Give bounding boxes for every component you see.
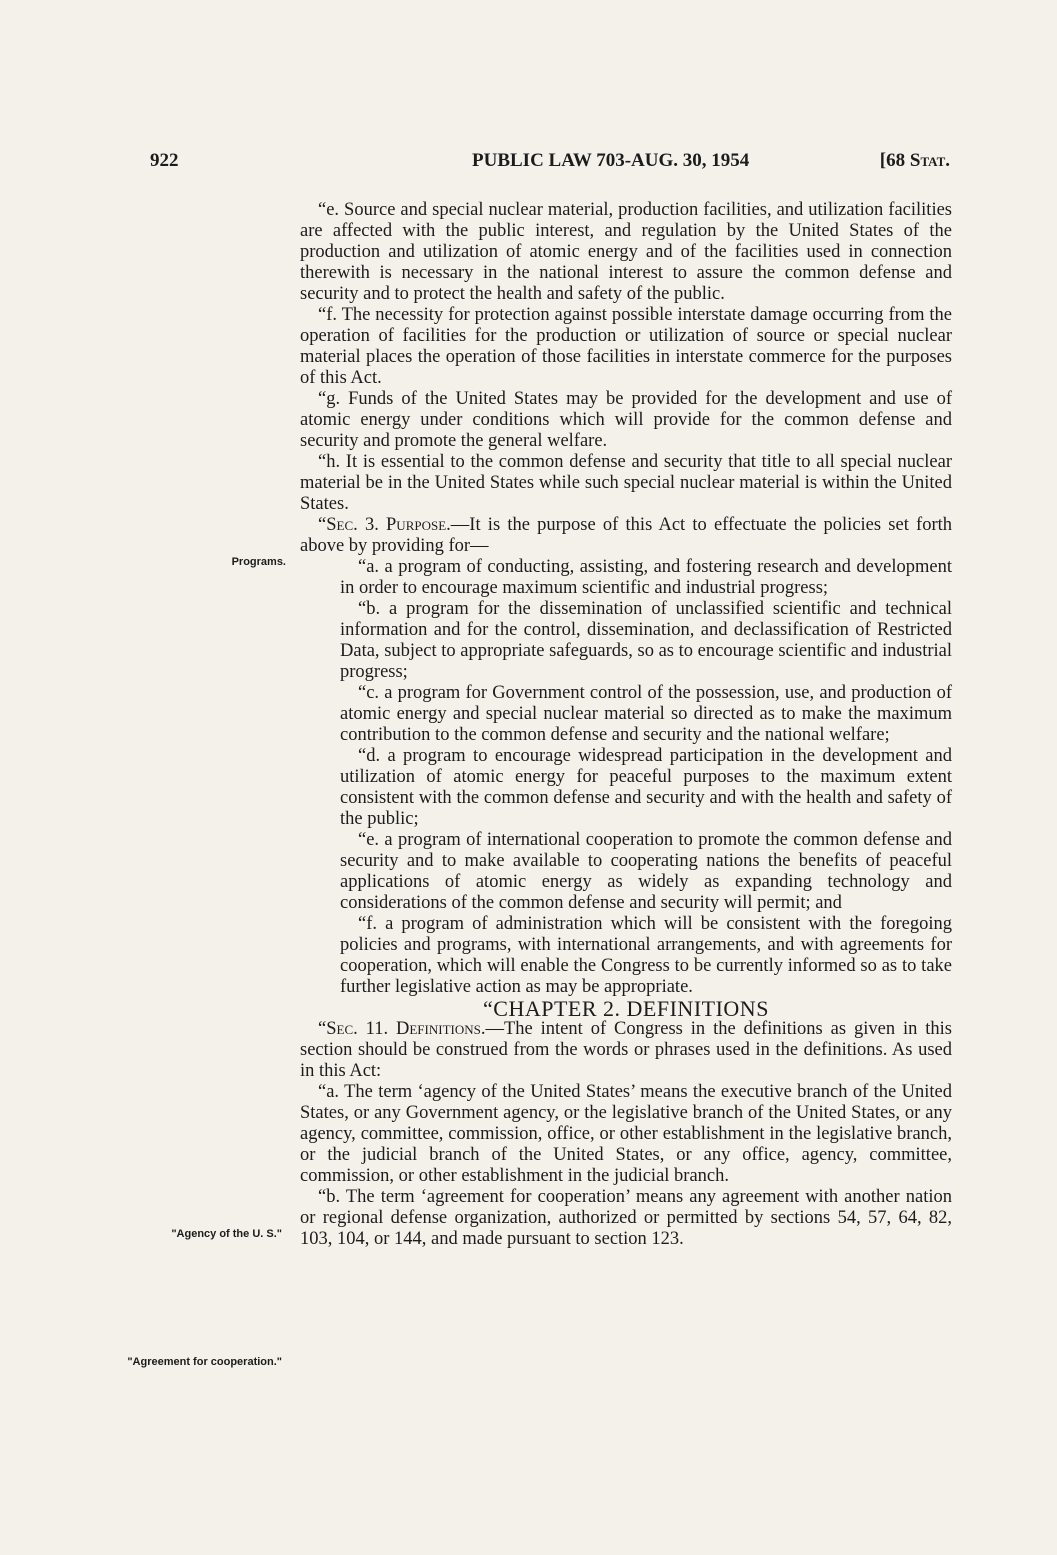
program-b: “b. a program for the dissemination of unclassified scientific and technical information and for the control, dissemination, and declassification of Restricted Data, subject to appropriate safeguards, so as to encourage scientific and industrial progress; [340,599,952,682]
section-3-text: —It is the purpose of this Act to effectuate the policies set forth above by providing for— [300,515,953,556]
program-e: “e. a program of international cooperation to promote the common defense and security and to make available to cooperating nations the benefits of peaceful applications of atomic energy as widely as expanding technology and considerations of the common defense and security will permit; and [340,830,952,913]
page-number: 922 [150,150,179,171]
section-11 [300,1019,952,1082]
definition-b: “b. The term ‘agreement for cooperation’ means any agreement with another nation or regional defense organization, authorized or permitted by sections 54, 57, 64, 82, 103, 104, or 144, and made pursuant to section 123. [300,1187,952,1249]
page-header [150,150,950,176]
paragraph-e: “e. Source and special nuclear material, production facilities, and utilization facilities are affected with the public interest, and regulation by the United States of the production and utilization of atomic energy and of the facilities used in connection therewith is necessary in the national interest to assure the common defense and security and to protect the health and safety of the public. [300,200,952,304]
section-3 [300,515,952,557]
margin-note-programs: Programs. [231,556,286,568]
section-3-heading: “Sec. 3. Purpose. [318,515,451,535]
margin-note-agreement: "Agreement for cooperation." [127,1356,282,1368]
chapter-heading: “CHAPTER 2. DEFINITIONS [483,996,769,1021]
program-a: “a. a program of conducting, assisting, and fostering research and development in order to encourage maximum scientific and industrial progress; [340,557,952,598]
running-title: PUBLIC LAW 703-AUG. 30, 1954 [472,150,750,171]
statute-body [300,200,952,1250]
margin-note-agency: "Agency of the U. S." [171,1228,282,1240]
section-11-heading: “Sec. 11. Definitions. [318,1019,486,1039]
program-c: “c. a program for Government control of the possession, use, and production of atomic energy and special nuclear material so directed as to make the maximum contribution to the common defense and security and the national welfare; [340,683,952,745]
paragraph-g: “g. Funds of the United States may be provided for the development and use of atomic energy under conditions which will provide for the common defense and security and promote the general welfare. [300,389,952,451]
program-d: “d. a program to encourage widespread participation in the development and utilization of atomic energy for peaceful purposes to the maximum extent consistent with the common defense and security and with the health and safety of the public; [340,746,952,829]
program-f: “f. a program of administration which will be consistent with the foregoing policies and programs, with international arrangements, and with agreements for cooperation, which will enable the Congress to be currently informed so as to take further legislative action as may be appropriate. [340,914,952,997]
definition-a: “a. The term ‘agency of the United States’ means the executive branch of the United States, or any Government agency, or the legislative branch of the United States, or any agency, committee, commission, office, or other establishment in the legislative branch, or the judicial branch of the United States, or any office, agency, committee, commission, or other establishment in the judicial branch. [300,1082,952,1186]
paragraph-f: “f. The necessity for protection against possible interstate damage occurring from the operation of facilities for the production or utilization of source or special nuclear material places the operation of those facilities in interstate commerce for the purposes of this Act. [300,305,952,388]
paragraph-h: “h. It is essential to the common defense and security that title to all special nuclear material be in the United States while such special nuclear material is within the United States. [300,452,952,514]
volume-reference: [68 Stat. [879,150,950,171]
section-11-text: —The intent of Congress in the definitions as given in this section should be construed from the words or phrases used in the definitions. As used in this Act: [300,1019,953,1081]
